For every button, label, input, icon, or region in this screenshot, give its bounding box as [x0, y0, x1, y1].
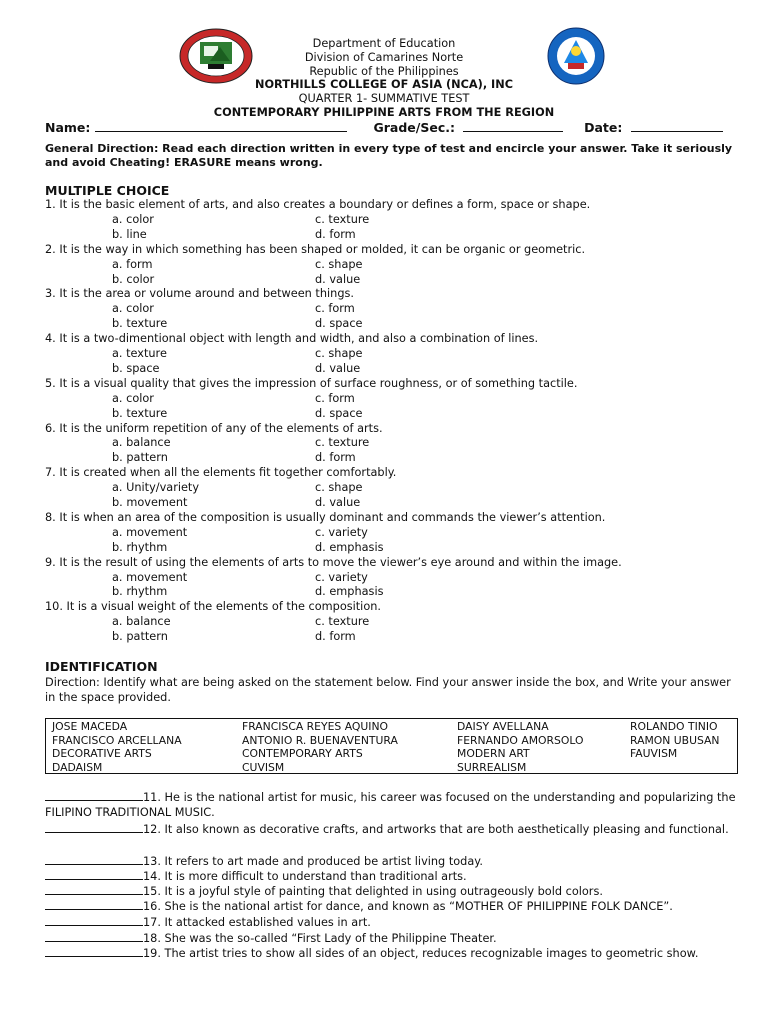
name-blank[interactable] [95, 120, 347, 132]
answer-choice-item: FRANCISCA REYES AQUINO [242, 720, 389, 733]
identification-direction: Direction: Identify what are being asked on the statement below. Find your answer inside the box, and Write your answer in the space provided. [45, 676, 731, 704]
question-3-option-b[interactable]: b. texture [112, 317, 168, 331]
answer-choice-item: ROLANDO TINIO [630, 720, 718, 733]
question-4-option-c[interactable]: c. shape [315, 347, 363, 360]
question-5-option-a[interactable]: a. color [112, 391, 154, 405]
identification-item-15 [45, 884, 745, 899]
answer-blank[interactable] [45, 884, 143, 895]
identification-text: 13. It refers to art made and produced be artist living today. [143, 855, 483, 868]
question-2-option-d[interactable]: d. value [315, 272, 361, 286]
identification-text: 17. It attacked established values in art. [143, 916, 371, 929]
question-10-option-d[interactable]: d. form [315, 630, 356, 644]
question-6-option-c[interactable]: c. texture [315, 436, 370, 450]
question-9: 9. It is the result of using the elements of arts to move the viewer’s eye around and within the image. [45, 555, 622, 569]
header-subject: CONTEMPORARY PHILIPPINE ARTS FROM THE REGION [213, 106, 555, 119]
question-5-option-b[interactable]: b. texture [112, 406, 168, 420]
identification-text: 18. She was the so-called “First Lady of the Philippine Theater. [143, 932, 497, 945]
question-4-option-d[interactable]: d. value [315, 361, 361, 375]
header-school: NORTHILLS COLLEGE OF ASIA (NCA), INC [254, 78, 513, 91]
question-7-option-b[interactable]: b. movement [112, 496, 188, 509]
answer-blank[interactable] [45, 899, 143, 910]
header-republic: Republic of the Philippines [309, 65, 459, 78]
answer-choice-item: DAISY AVELLANA [457, 720, 549, 733]
answer-blank[interactable] [45, 915, 143, 926]
answer-choice-item: MODERN ART [457, 747, 530, 760]
answer-choice-item: ANTONIO R. BUENAVENTURA [242, 734, 398, 747]
grade-label: Grade/Sec.: [373, 120, 455, 135]
question-1-option-a[interactable]: a. color [112, 212, 154, 226]
question-6-option-d[interactable]: d. form [315, 451, 356, 465]
header-quarter: QUARTER 1- SUMMATIVE TEST [298, 92, 470, 105]
identification-item-16 [45, 899, 745, 914]
question-8-option-c[interactable]: c. variety [315, 525, 368, 539]
question-6-option-b[interactable]: b. pattern [112, 451, 168, 465]
identification-text: 19. The artist tries to show all sides of an object, reduces recognizable images to geometric show. [143, 947, 699, 960]
question-1-option-b[interactable]: b. line [112, 227, 147, 241]
header-division: Division of Camarines Norte [304, 51, 464, 64]
question-3-option-d[interactable]: d. space [315, 317, 363, 331]
question-5-option-d[interactable]: d. space [315, 406, 363, 420]
question-9-option-b[interactable]: b. rhythm [112, 585, 168, 599]
name-label: Name: [45, 120, 91, 135]
question-9-option-d[interactable]: d. emphasis [315, 585, 384, 599]
identification-item-18 [45, 931, 745, 946]
multiple-choice-title: MULTIPLE CHOICE [45, 183, 170, 198]
identification-item-11 [45, 790, 745, 820]
question-8-option-b[interactable]: b. rhythm [112, 540, 168, 554]
identification-item-19 [45, 946, 745, 961]
question-8-option-a[interactable]: a. movement [112, 525, 188, 539]
identification-item-12 [45, 822, 745, 837]
question-3-option-c[interactable]: c. form [315, 302, 355, 316]
identification-text: 11. He is the national artist for music, his career was focused on the understanding and popularizing the FILIPINO TRADITIONAL MUSIC. [45, 791, 736, 819]
identification-text: 12. It also known as decorative crafts, and artworks that are both aesthetically pleasing and functional. [143, 823, 729, 836]
question-8: 8. It is when an area of the composition is usually dominant and commands the viewer’s attention. [45, 510, 606, 524]
answer-choice-item: SURREALISM [457, 761, 527, 774]
answer-blank[interactable] [45, 822, 143, 833]
date-blank[interactable] [631, 120, 723, 132]
general-direction: General Direction: Read each direction written in every type of test and encircle your answer. Take it seriously and avoid Cheating! ERASURE means wrong. [45, 142, 733, 169]
identification-item-13 [45, 854, 745, 869]
answer-blank[interactable] [45, 869, 143, 880]
question-6-option-a[interactable]: a. balance [112, 436, 171, 450]
question-7: 7. It is created when all the elements fit together comfortably. [45, 466, 397, 480]
grade-blank[interactable] [463, 120, 563, 132]
question-5-option-c[interactable]: c. form [315, 391, 355, 405]
question-2-option-b[interactable]: b. color [112, 272, 155, 286]
question-3-option-a[interactable]: a. color [112, 302, 154, 316]
question-4-option-b[interactable]: b. space [112, 361, 160, 375]
question-4: 4. It is a two-dimentional object with length and width, and also a combination of lines. [45, 332, 539, 346]
identification-text: 15. It is a joyful style of painting that delighted in using outrageously bold colors. [143, 885, 603, 898]
question-3: 3. It is the area or volume around and between things. [45, 287, 354, 301]
answer-choice-item: RAMON UBUSAN [630, 734, 720, 747]
question-10: 10. It is a visual weight of the elements of the composition. [45, 600, 381, 614]
question-2-option-a[interactable]: a. form [112, 257, 153, 271]
answer-choice-item: CONTEMPORARY ARTS [242, 747, 363, 760]
answer-choice-box [45, 718, 738, 774]
answer-choice-item: DADAISM [52, 761, 103, 774]
question-7-option-a[interactable]: a. Unity/variety [112, 481, 200, 495]
date-label: Date: [584, 120, 623, 135]
question-9-option-a[interactable]: a. movement [112, 570, 188, 584]
answer-choice-item: FAUVISM [630, 747, 678, 760]
question-7-option-d[interactable]: d. value [315, 496, 361, 509]
answer-choice-item: DECORATIVE ARTS [52, 747, 152, 760]
question-7-option-c[interactable]: c. shape [315, 481, 363, 495]
question-2-option-c[interactable]: c. shape [315, 257, 363, 271]
question-4-option-a[interactable]: a. texture [112, 347, 167, 360]
question-1-option-d[interactable]: d. form [315, 227, 356, 241]
question-10-option-c[interactable]: c. texture [315, 615, 370, 629]
identification-text: 16. She is the national artist for dance, and known as “MOTHER OF PHILIPPINE FOLK DANCE”. [143, 900, 673, 913]
answer-choice-item: FERNANDO AMORSOLO [457, 734, 584, 747]
header-department: Department of Education [312, 37, 456, 50]
identification-item-14 [45, 869, 745, 884]
identification-item-17 [45, 915, 745, 930]
answer-choice-item: FRANCISCO ARCELLANA [52, 734, 182, 747]
answer-choice-item: JOSE MACEDA [52, 720, 128, 733]
question-6: 6. It is the uniform repetition of any of the elements of arts. [45, 421, 383, 435]
question-10-option-b[interactable]: b. pattern [112, 630, 168, 644]
answer-blank[interactable] [45, 854, 143, 865]
answer-blank[interactable] [45, 946, 143, 957]
question-8-option-d[interactable]: d. emphasis [315, 540, 384, 554]
question-10-option-a[interactable]: a. balance [112, 615, 171, 629]
student-info-line [45, 120, 745, 135]
question-9-option-c[interactable]: c. variety [315, 570, 368, 584]
question-5: 5. It is a visual quality that gives the impression of surface roughness, or of something tactile. [45, 376, 578, 390]
question-2: 2. It is the way in which something has been shaped or molded, it can be organic or geometric. [45, 242, 586, 256]
question-1-option-c[interactable]: c. texture [315, 212, 370, 226]
identification-text: 14. It is more difficult to understand than traditional arts. [143, 870, 467, 883]
answer-blank[interactable] [45, 790, 143, 801]
answer-choice-item: CUVISM [242, 761, 285, 774]
identification-title: IDENTIFICATION [45, 659, 158, 674]
answer-blank[interactable] [45, 931, 143, 942]
question-1: 1. It is the basic element of arts, and also creates a boundary or defines a form, space or shape. [45, 198, 591, 211]
